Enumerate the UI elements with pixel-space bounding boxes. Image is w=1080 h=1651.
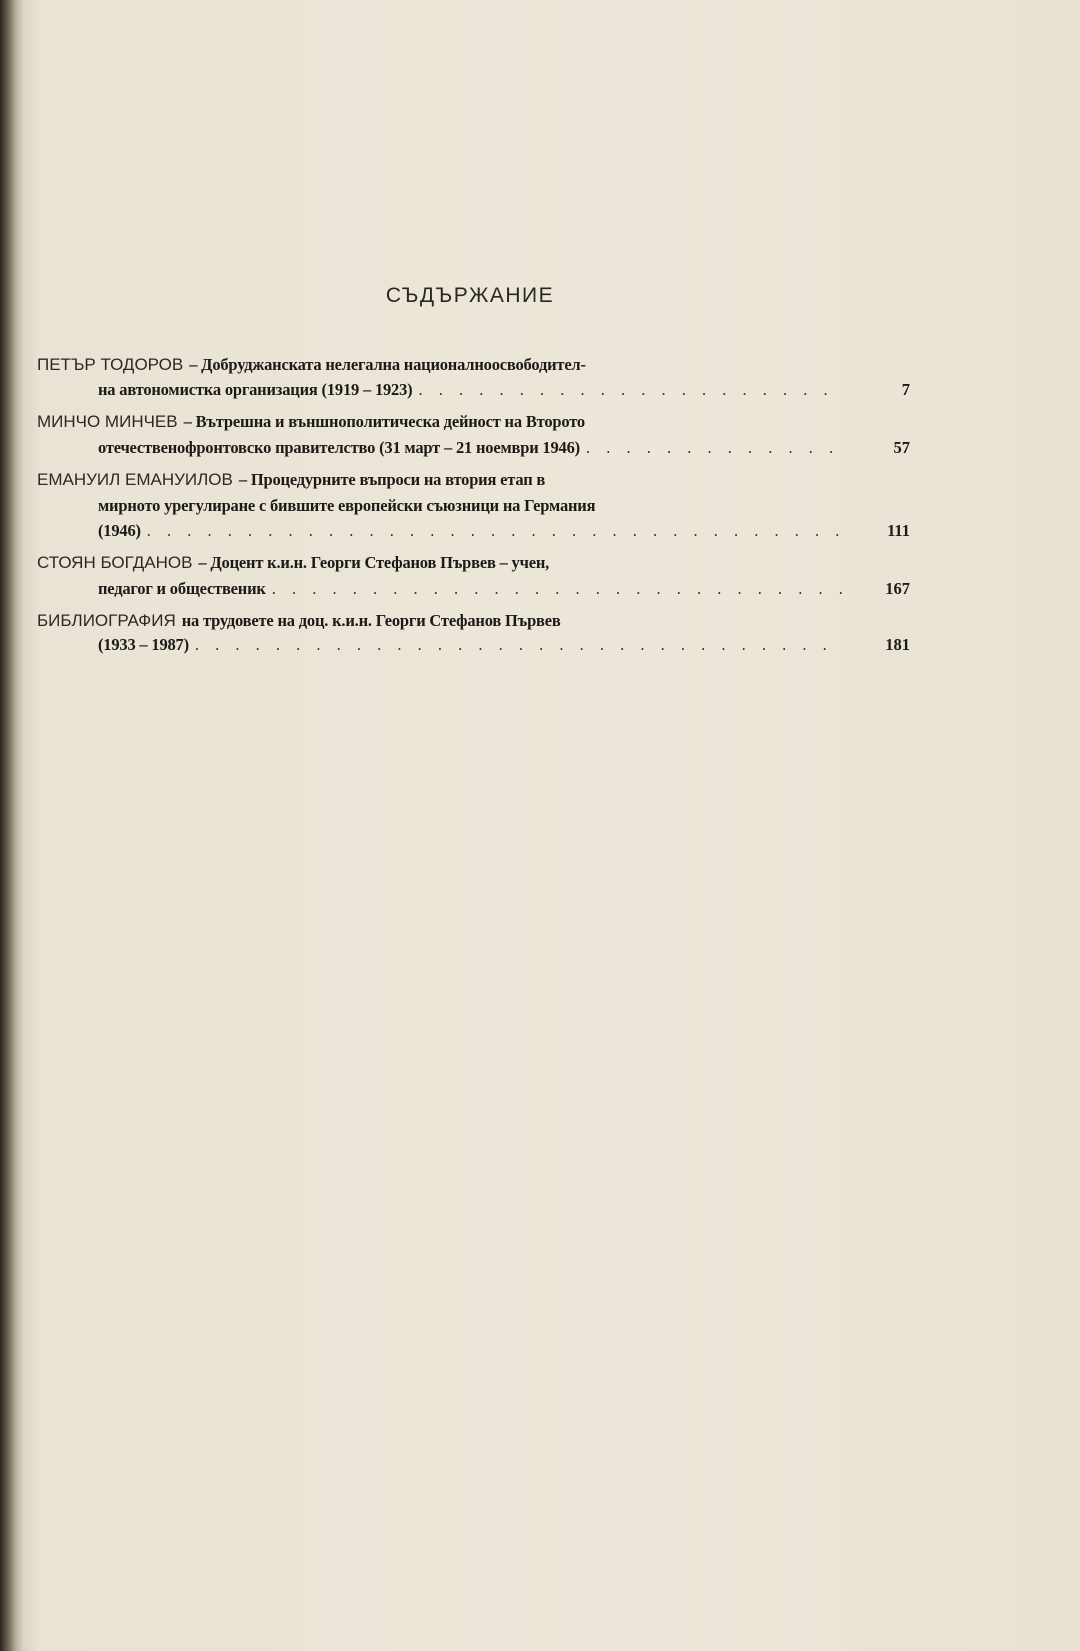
entry-title-cont: отечественофронтовско правителство (31 март – 21 ноември 1946) <box>98 438 580 457</box>
dot-leader <box>418 380 844 400</box>
entry-title: – Процедурните въпроси на втория етап в <box>238 470 546 489</box>
entry-title: на трудовете на доц. к.и.н. Георги Стефанов Първев <box>181 611 561 630</box>
page-number: 167 <box>885 579 910 598</box>
entry-author: СТОЯН БОГДАНОВ <box>37 553 193 572</box>
entry-title-cont: (1946) <box>98 521 141 540</box>
entry-title: – Добруджанската нелегална националноосвободител- <box>189 355 586 374</box>
page-title: СЪДЪРЖАНИЕ <box>385 284 555 307</box>
entry-author: БИБЛИОГРАФИЯ <box>37 611 176 630</box>
entry-title: – Доцент к.и.н. Георги Стефанов Първев – учен, <box>198 553 550 572</box>
entry-author: ПЕТЪР ТОДОРОВ <box>37 355 184 374</box>
entry-title-cont: мирното урегулиране с бившите европейски съюзници на Германия <box>98 496 596 515</box>
dot-leader <box>586 438 844 458</box>
entry-title: – Вътрешна и външнополитическа дейност на Второто <box>183 412 585 431</box>
entry-author: ЕМАНУИЛ ЕМАНУИЛОВ <box>37 470 233 489</box>
entry-title-cont: на автономистка организация (1919 – 1923) <box>98 380 413 399</box>
page-number: 57 <box>893 438 910 457</box>
entry-title-cont: (1933 – 1987) <box>98 635 189 654</box>
dot-leader <box>272 579 844 599</box>
dot-leader <box>147 521 844 541</box>
page-number: 7 <box>901 380 910 399</box>
dot-leader <box>195 635 844 655</box>
page-number: 111 <box>887 521 910 540</box>
page-number: 181 <box>885 635 910 654</box>
entry-author: МИНЧО МИНЧЕВ <box>37 412 178 431</box>
entry-title-cont: педагог и общественик <box>98 579 266 598</box>
